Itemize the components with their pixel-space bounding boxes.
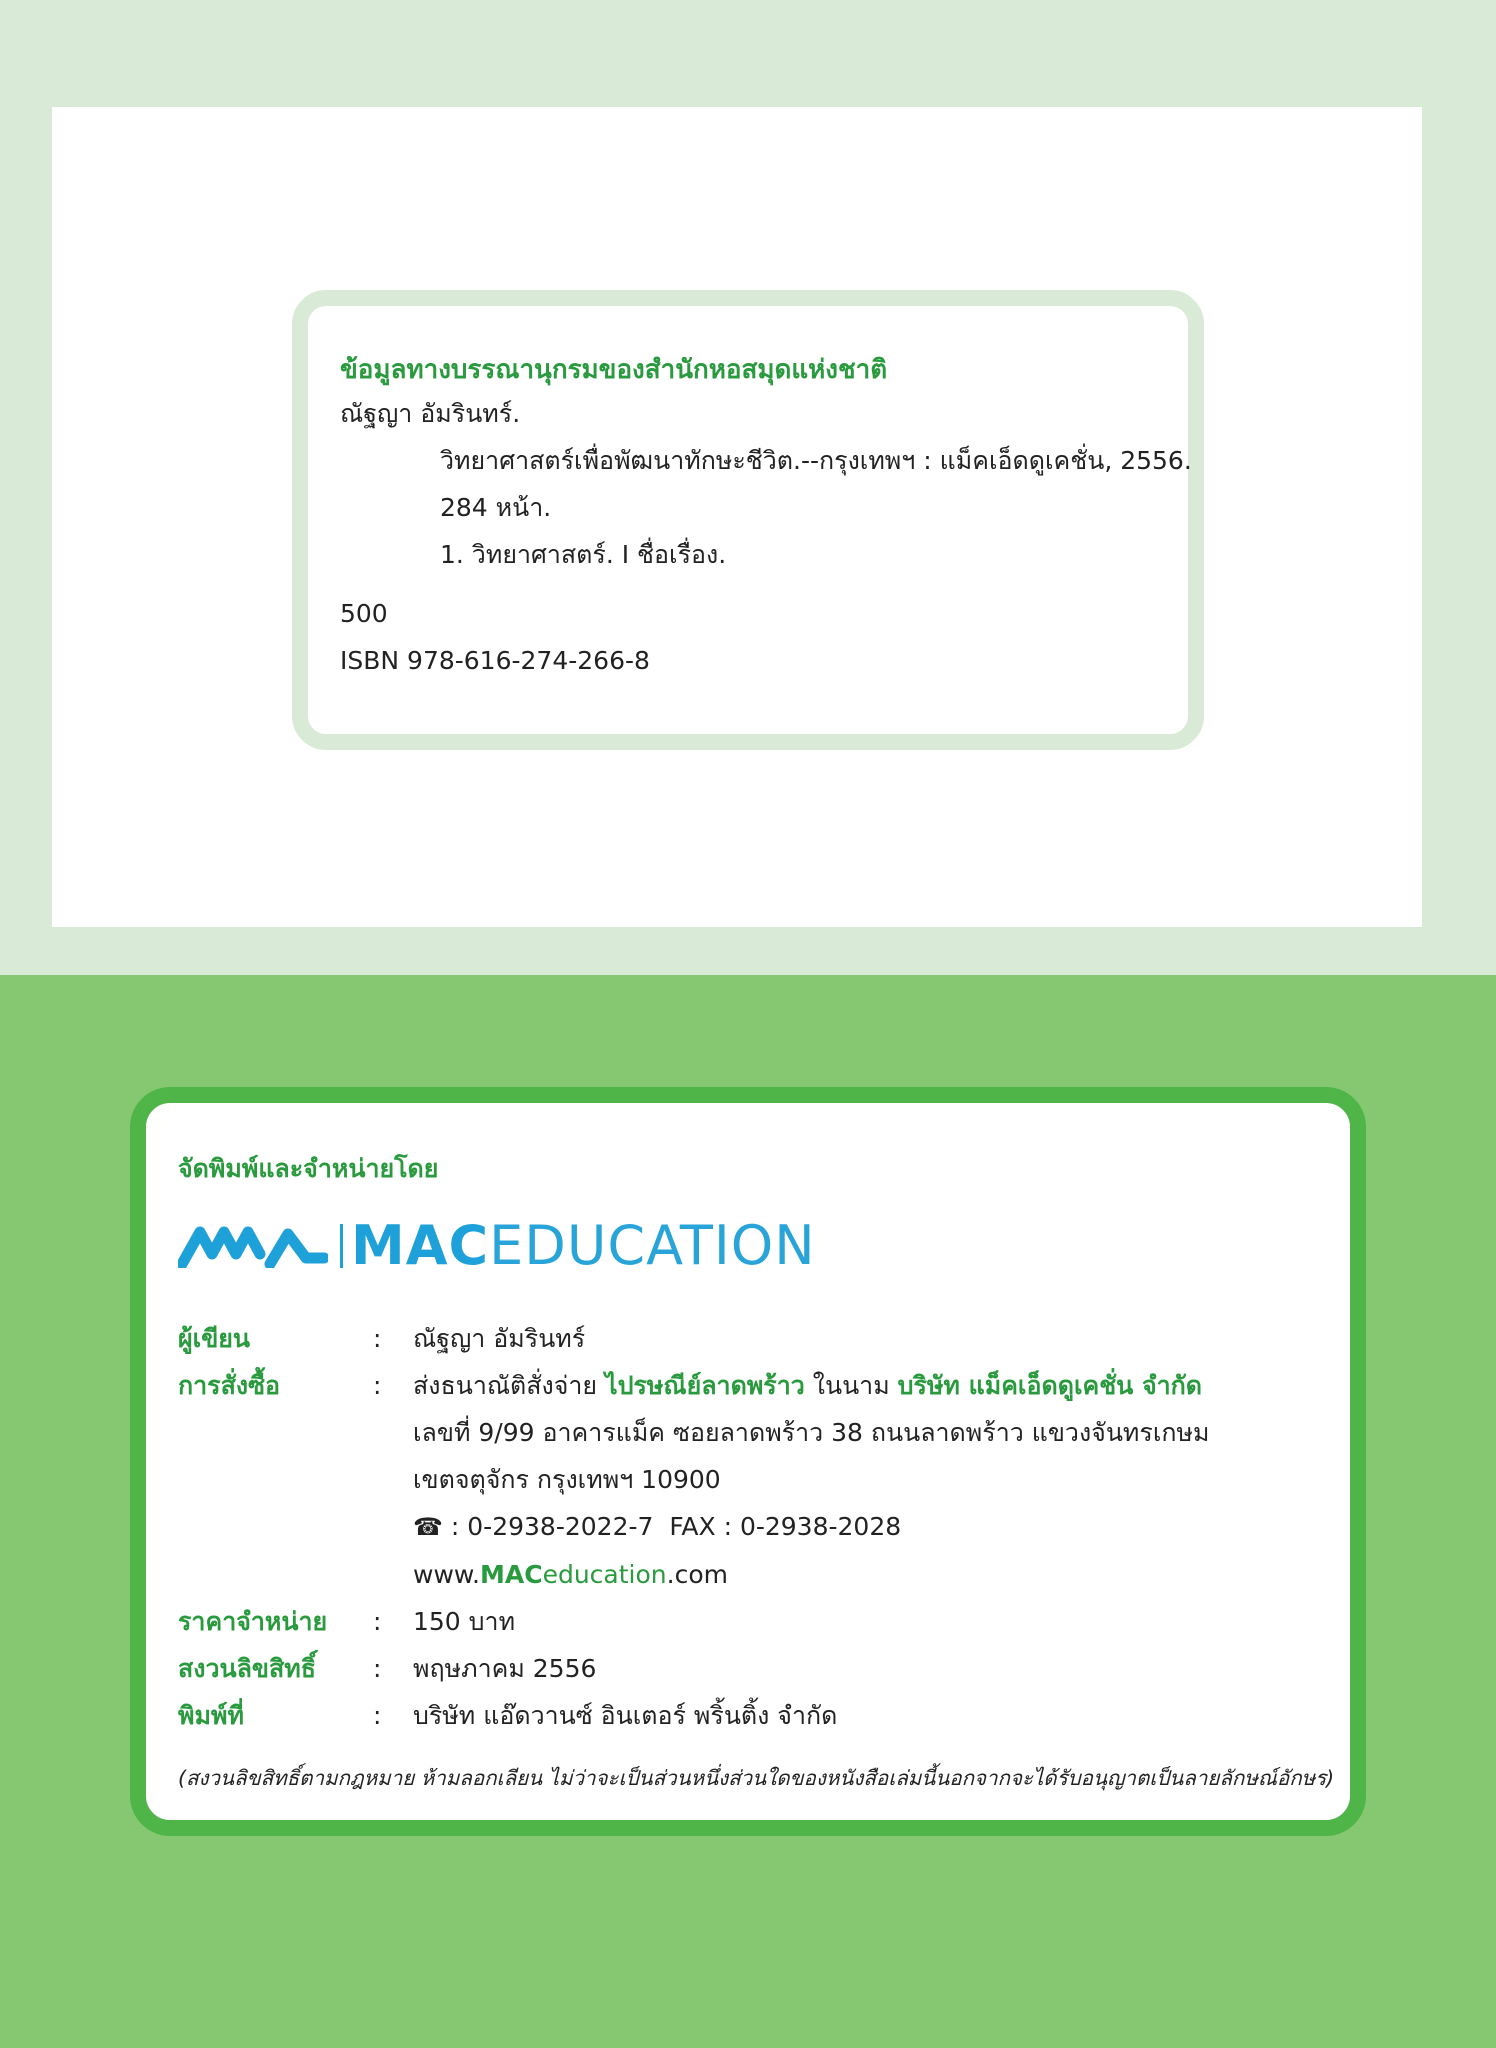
order-post-office: ไปรษณีย์ลาดพร้าว [605, 1371, 805, 1400]
address-row-2 [178, 1456, 1330, 1503]
phone-fax [413, 1503, 901, 1551]
address-row-1 [178, 1409, 1330, 1456]
order-company: บริษัท แม็คเอ็ดดูเคชั่น จำกัด [897, 1371, 1203, 1400]
order-value [413, 1362, 1202, 1409]
cip-line-title: วิทยาศาสตร์เพื่อพัฒนาทักษะชีวิต.--กรุงเทพฯ : แม็คเอ็ดดูเคชั่น, 2556. [440, 446, 1192, 475]
fax-number: FAX : 0-2938-2028 [669, 1512, 902, 1541]
publisher-info [178, 1315, 1330, 1739]
order-row [178, 1362, 1330, 1409]
cip-classification: 500 [340, 599, 388, 628]
price-row [178, 1598, 1330, 1645]
printer-row [178, 1692, 1330, 1739]
website-link[interactable] [413, 1551, 728, 1598]
logo-mac-text: MAC [351, 1214, 490, 1277]
address-line-1: เลขที่ 9/99 อาคารแม็ค ซอยลาดพร้าว 38 ถนนลาดพร้าว แขวงจันทรเกษม [413, 1418, 1210, 1447]
website-row [178, 1551, 1330, 1598]
phone-number: : 0-2938-2022-7 [450, 1512, 654, 1541]
publisher-content [178, 1151, 1335, 1793]
colon: : [373, 1371, 382, 1400]
web-prefix: www. [413, 1560, 480, 1589]
publisher-heading: จัดพิมพ์และจำหน่ายโดย [178, 1154, 439, 1183]
author-row [178, 1315, 1330, 1362]
price-label: ราคาจำหน่าย [178, 1607, 328, 1636]
colon: : [373, 1701, 382, 1730]
logo-divider [340, 1224, 343, 1268]
copyright-value: พฤษภาคม 2556 [413, 1654, 597, 1683]
publisher-box [130, 1087, 1366, 1836]
printer-value: บริษัท แอ๊ดวานซ์ อินเตอร์ พริ้นติ้ง จำกัด [413, 1701, 838, 1730]
cip-line-subject: 1. วิทยาศาสตร์. I ชื่อเรื่อง. [440, 540, 727, 569]
mac-education-logo [178, 1215, 1330, 1277]
copyright-footnote: (สงวนลิขสิทธิ์ตามกฎหมาย ห้ามลอกเลียน ไม่ว่าจะเป็นส่วนหนึ่งส่วนใดของหนังสือเล่มนี้นอกจากจะได้รับอนุญาตเป็นลายลักษณ์อักษร) [178, 1766, 1335, 1790]
logo-wordmark [351, 1215, 816, 1277]
copyright-row [178, 1645, 1330, 1692]
address-line-2: เขตจตุจักร กรุงเทพฯ 10900 [413, 1465, 721, 1494]
order-label: การสั่งซื้อ [178, 1371, 281, 1400]
web-suffix: .com [666, 1560, 728, 1589]
cip-isbn: ISBN 978-616-274-266-8 [340, 646, 650, 675]
author-label: ผู้เขียน [178, 1324, 251, 1353]
cip-content [340, 350, 1192, 684]
telephone-icon: ☎ [413, 1513, 443, 1541]
cip-box [292, 290, 1204, 750]
author-value: ณัฐญา อัมรินทร์ [413, 1324, 586, 1353]
colon: : [373, 1654, 382, 1683]
phone-row [178, 1503, 1330, 1551]
cip-title: ข้อมูลทางบรรณานุกรมของสำนักหอสมุดแห่งชาติ [340, 355, 888, 385]
cip-line-pages: 284 หน้า. [440, 493, 552, 522]
web-education: education [542, 1560, 667, 1589]
order-mid: ในนาม [812, 1371, 890, 1400]
mac-logo-mark-icon [178, 1224, 328, 1268]
order-prefix: ส่งธนาณัติสั่งจ่าย [413, 1371, 598, 1400]
cip-author: ณัฐญา อัมรินทร์. [340, 399, 521, 428]
web-mac: MAC [480, 1560, 543, 1589]
printer-label: พิมพ์ที่ [178, 1701, 244, 1730]
logo-education-text: EDUCATION [489, 1214, 816, 1277]
price-value: 150 บาท [413, 1607, 516, 1636]
colon: : [373, 1324, 382, 1353]
copyright-label: สงวนลิขสิทธิ์ [178, 1654, 317, 1683]
colon: : [373, 1607, 382, 1636]
